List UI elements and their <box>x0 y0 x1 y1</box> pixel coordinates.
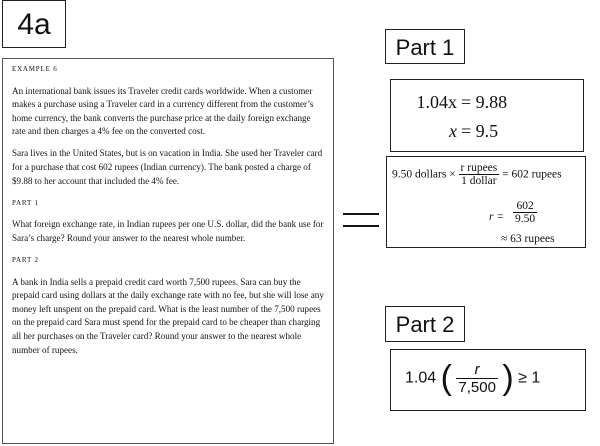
r-fraction <box>513 200 537 225</box>
part1-equation-box <box>390 79 584 152</box>
slide-tag: 4a <box>2 0 66 48</box>
r-frac-den: 9.50 <box>515 213 536 225</box>
example-heading: EXAMPLE 6 <box>12 65 58 73</box>
right-paren: ) <box>502 359 514 397</box>
eq1-rhs1: = 9.88 <box>461 92 508 112</box>
example-intro: An international bank issues its Traveler credit cards worldwide. When a customer makes a purchase using a Traveler card in a currency different from the customer’s home currency, the bank converts the purchase price at the daily foreign exchange rate and then charges a 4% fee on the converted cost. <box>12 85 314 137</box>
conv-frac-num: r rupees <box>460 162 498 174</box>
r-frac-num: 602 <box>516 200 534 212</box>
eq1-lhs2: x <box>449 121 457 141</box>
ineq-coef: 1.04 <box>405 369 437 387</box>
r-lhs: r = <box>489 211 505 223</box>
left-paren: ( <box>440 359 452 397</box>
ineq-frac-num: r <box>474 361 480 378</box>
part2-label: Part 2 <box>385 306 465 342</box>
part1-heading: PART 1 <box>12 198 39 207</box>
ineq-fraction <box>456 361 498 396</box>
example-text-box <box>2 58 334 444</box>
conv-fraction <box>459 162 500 187</box>
conv-right: = 602 rupees <box>502 168 562 181</box>
equals-sign <box>343 213 379 227</box>
eq1-rhs2: = 9.5 <box>461 121 499 141</box>
part1-question: What foreign exchange rate, in Indian rupees per one U.S. dollar, did the bank use for Sara’s charge? Round your answer to the nearest whole number. <box>12 219 324 243</box>
part1-label: Part 1 <box>385 29 465 64</box>
eq1-lhs1: 1.04x <box>416 92 457 112</box>
part2-inequality-box <box>390 349 586 411</box>
ineq-rhs: ≥ 1 <box>518 369 541 387</box>
conv-frac-den: 1 dollar <box>459 174 500 187</box>
part2-question: A bank in India sells a prepaid credit card worth 7,500 rupees. Sara can buy the prepaid card using dollars at the daily exchange rate with no fee, but she will lose any money left unspent on the prepaid card. What is the least number of the 7,500 rupees on the prepaid card Sara must spend for the prepaid card to be cheaper than charging all her purchases on the Traveler card? Round your answer to the nearest whole number of rupees. <box>12 276 324 355</box>
part2-heading: PART 2 <box>12 256 39 265</box>
example-scenario: Sara lives in the United States, but is on vacation in India. She used her Traveler card for a purchase that cost 602 rupees (Indian currency). The bank posted a charge of $9.88 to her account that included the 4% fee. <box>12 148 323 186</box>
ineq-frac-den: 7,500 <box>458 379 496 396</box>
conv-left: 9.50 dollars × <box>392 168 456 181</box>
r-approx: ≈ 63 rupees <box>501 233 555 245</box>
part1-conversion-box <box>386 156 586 248</box>
